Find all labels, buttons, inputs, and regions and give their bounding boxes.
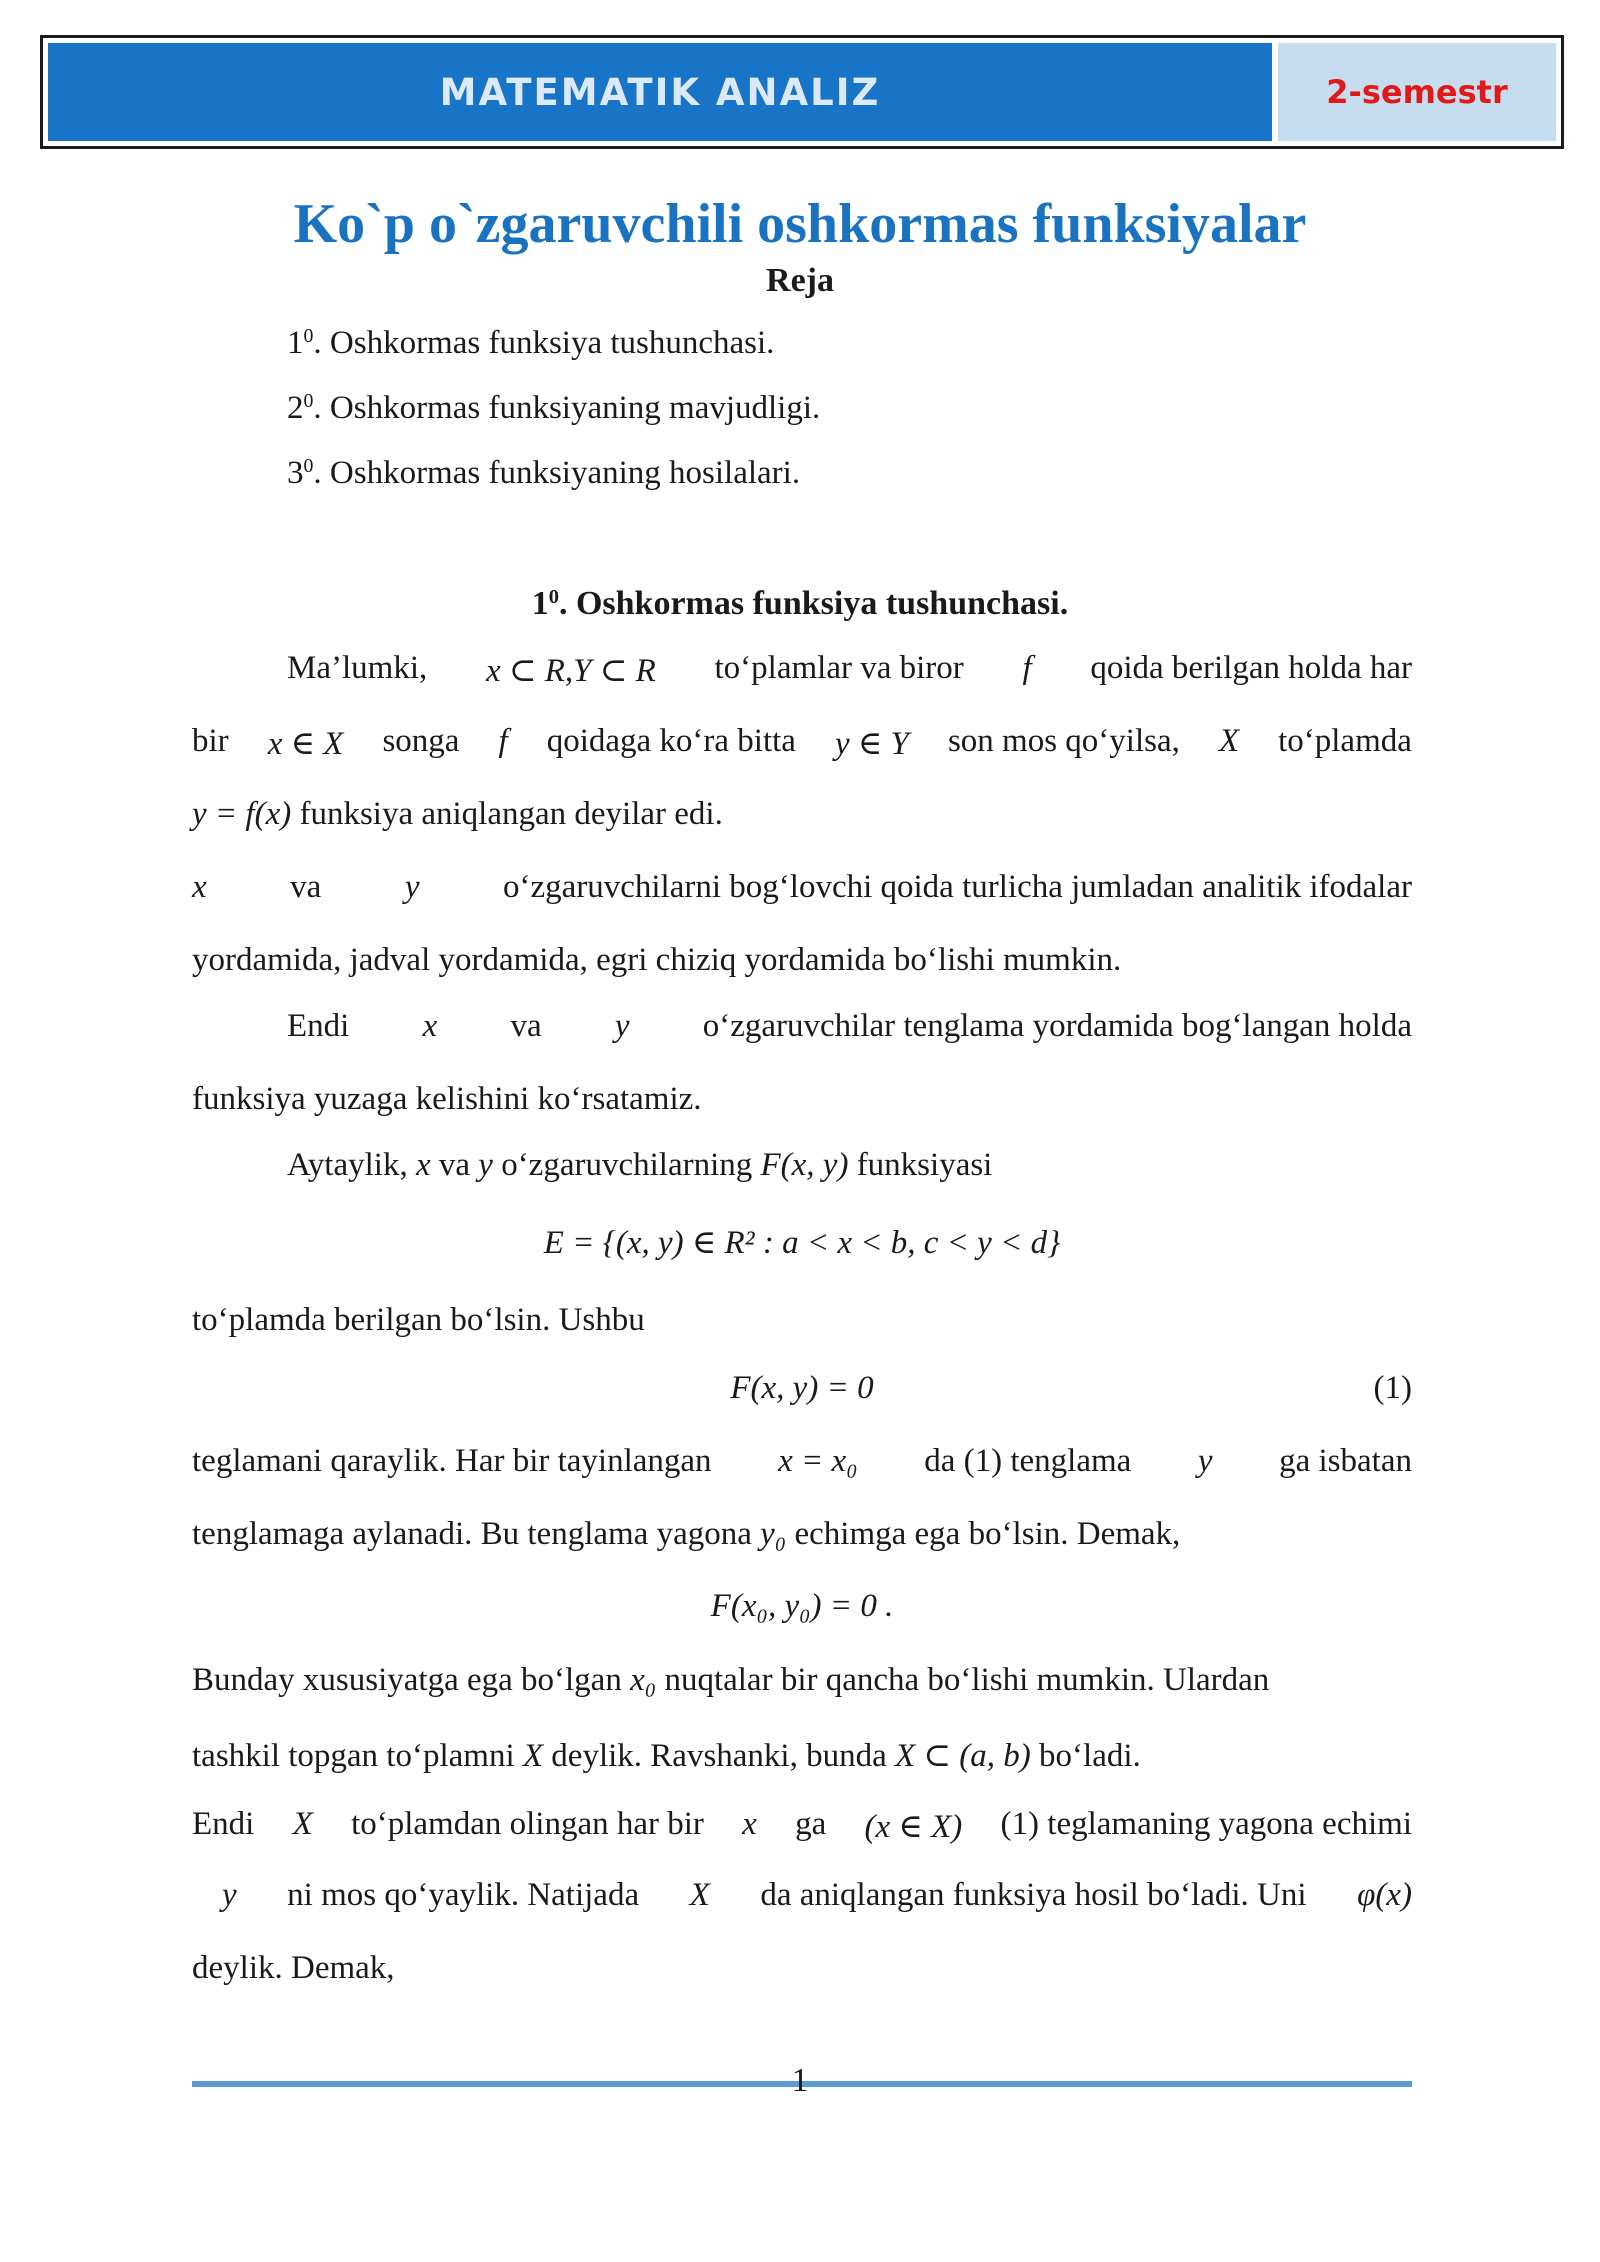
- plan-item: $2^0$. Oshkormas funksiyaning mavjudligi.: [287, 390, 821, 426]
- paragraph-line: tashkil topgan to‘plamni X deylik. Ravshanki, bunda X ⊂ (a, b) bo‘ladi.: [192, 1738, 1141, 1774]
- paragraph-line: Ma’lumki, x ⊂ R,Y ⊂ R to‘plamlar va biror f qoida berilgan holda har: [287, 650, 1412, 689]
- paragraph-line: teglamani qaraylik. Har bir tayinlangan x = x₀ da (1) tenglama y ga isbatan: [192, 1443, 1412, 1479]
- paragraph-line: y ni mos qo‘yaylik. Natijada X da aniqlangan funksiya hosil bo‘ladi. Uni φ(x): [222, 1877, 1412, 1913]
- section-heading: $1^0$. Oshkormas funksiya tushunchasi.: [531, 585, 1069, 622]
- plan-item: $3^0$. Oshkormas funksiyaning hosilalari.: [287, 455, 801, 491]
- semester-label: 2-semestr: [1278, 43, 1556, 141]
- paragraph-line: Endi x va y o‘zgaruvchilar tenglama yordamida bog‘langan holda: [287, 1008, 1412, 1044]
- paragraph-line: deylik. Demak,: [192, 1950, 395, 1986]
- equation-number: (1): [1373, 1370, 1412, 1406]
- subject-title: MATEMATIK ANALIZ: [48, 43, 1272, 141]
- paragraph-line: yordamida, jadval yordamida, egri chiziq yordamida bo‘lishi mumkin.: [192, 942, 1122, 978]
- plan-item: $1^0$. Oshkormas funksiya tushunchasi.: [287, 325, 775, 361]
- paragraph-line: Bunday xususiyatga ega bo‘lgan x₀ nuqtalar bir qancha bo‘lishi mumkin. Ulardan: [192, 1662, 1270, 1698]
- plan-label: Reja: [766, 262, 834, 299]
- document-title: Ko`p o`zgaruvchili oshkormas funksiyalar: [293, 193, 1307, 255]
- paragraph-line: x va y o‘zgaruvchilarni bog‘lovchi qoida turlicha jumladan analitik ifodalar: [192, 869, 1412, 905]
- paragraph-line: y = f(x) funksiya aniqlangan deyilar edi.: [192, 796, 723, 832]
- set-definition: E = {(x, y) ∈ R² : a < x < b, c < y < d}: [543, 1225, 1061, 1261]
- paragraph-line: Aytaylik, x va y o‘zgaruvchilarning F(x, y) funksiyasi: [287, 1147, 993, 1183]
- page-number: 1: [791, 2062, 809, 2099]
- paragraph-line: Endi X to‘plamdan olingan har bir x ga (x ∈ X) (1) teglamaning yagona echimi: [192, 1806, 1412, 1845]
- equation-1: F(x, y) = 0 (1): [730, 1370, 1412, 1406]
- paragraph-line: funksiya yuzaga kelishini ko‘rsatamiz.: [192, 1081, 702, 1117]
- paragraph-line: bir x ∈ X songa f qoidaga ko‘ra bitta y ∈ Y son mos qo‘yilsa, X to‘plamda: [192, 723, 1412, 762]
- equation-2: F(x₀, y₀) = 0 .: [710, 1588, 894, 1624]
- paragraph-line: to‘plamda berilgan bo‘lsin. Ushbu: [192, 1302, 645, 1338]
- paragraph-line: tenglamaga aylanadi. Bu tenglama yagona y₀ echimga ega bo‘lsin. Demak,: [192, 1516, 1181, 1552]
- header-banner: [40, 35, 1564, 149]
